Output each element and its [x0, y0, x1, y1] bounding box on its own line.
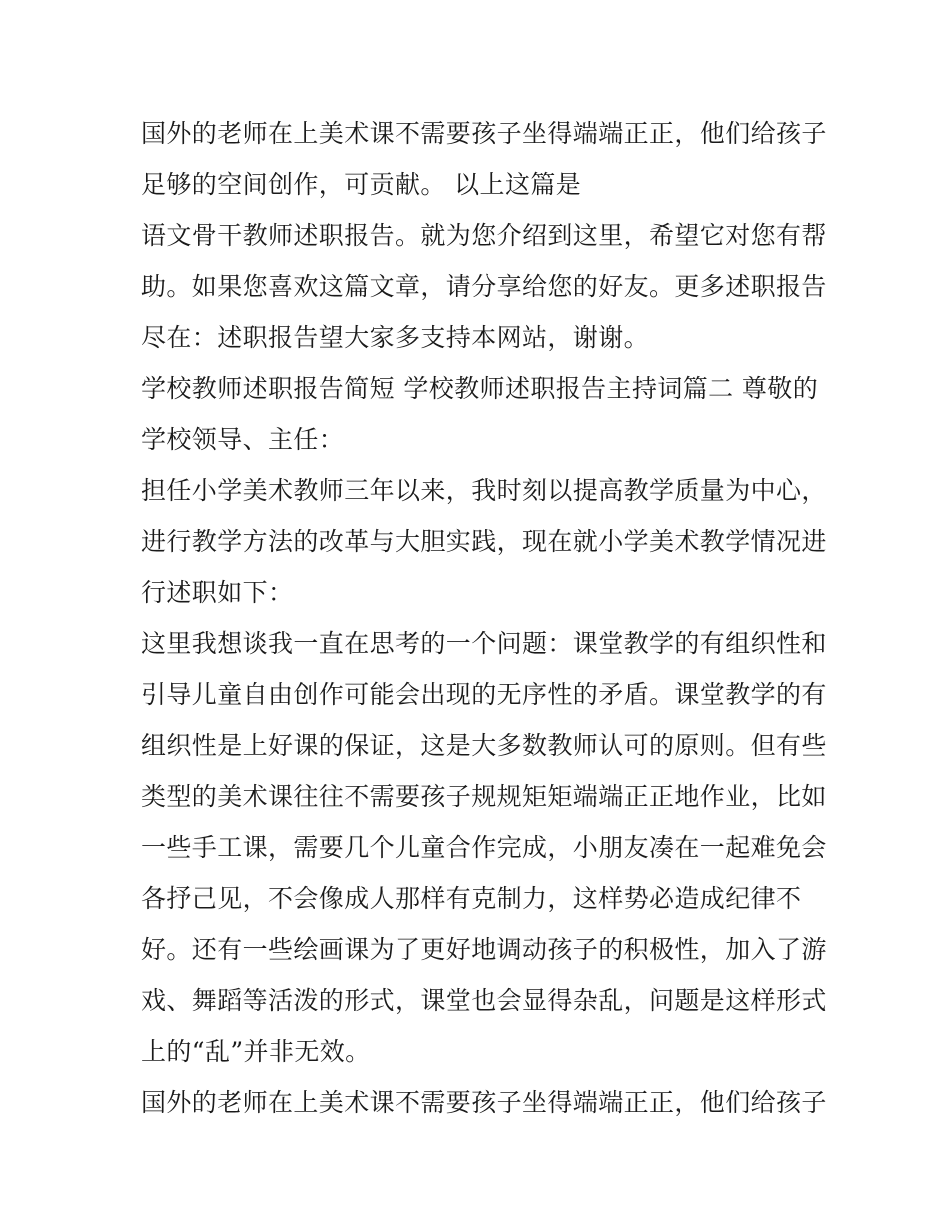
- text-line: 语文骨干教师述职报告。就为您介绍到这里，希望它对您有帮: [141, 221, 827, 250]
- text-line: 尽在：述职报告望大家多支持本网站，谢谢。: [141, 323, 650, 352]
- text-line: 类型的美术课往往不需要孩子规规矩矩端端正正地作业，比如: [141, 782, 827, 811]
- text-line: 引导儿童自由创作可能会出现的无序性的矛盾。课堂教学的有: [141, 680, 827, 709]
- text-line: 学校教师述职报告简短 学校教师述职报告主持词篇二 尊敬的: [141, 374, 819, 403]
- text-line: 组织性是上好课的保证，这是大多数教师认可的原则。但有些: [141, 731, 827, 760]
- text-line: 进行教学方法的改革与大胆实践，现在就小学美术教学情况进: [141, 527, 827, 556]
- text-line: 戏、舞蹈等活泼的形式，课堂也会显得杂乱，问题是这样形式: [141, 986, 827, 1015]
- text-line: 助。如果您喜欢这篇文章，请分享给您的好友。更多述职报告: [141, 272, 827, 301]
- text-line: 担任小学美术教师三年以来，我时刻以提高教学质量为中心，: [141, 476, 827, 505]
- text-line: 国外的老师在上美术课不需要孩子坐得端端正正，他们给孩子: [141, 1088, 827, 1117]
- text-line: 足够的空间创作，可贡献。 以上这篇是: [141, 170, 582, 199]
- text-line: 行述职如下：: [141, 578, 294, 607]
- text-line: 上的“乱”并非无效。: [141, 1037, 371, 1066]
- text-line: 好。还有一些绘画课为了更好地调动孩子的积极性，加入了游: [141, 935, 827, 964]
- text-line: 一些手工课，需要几个儿童合作完成，小朋友凑在一起难免会: [141, 833, 827, 862]
- text-line: 国外的老师在上美术课不需要孩子坐得端端正正，他们给孩子: [141, 119, 827, 148]
- document-body: [141, 108, 827, 1128]
- text-line: 学校领导、主任：: [141, 425, 345, 454]
- text-line: 这里我想谈我一直在思考的一个问题：课堂教学的有组织性和: [141, 629, 827, 658]
- text-line: 各抒己见，不会像成人那样有克制力，这样势必造成纪律不: [141, 884, 802, 913]
